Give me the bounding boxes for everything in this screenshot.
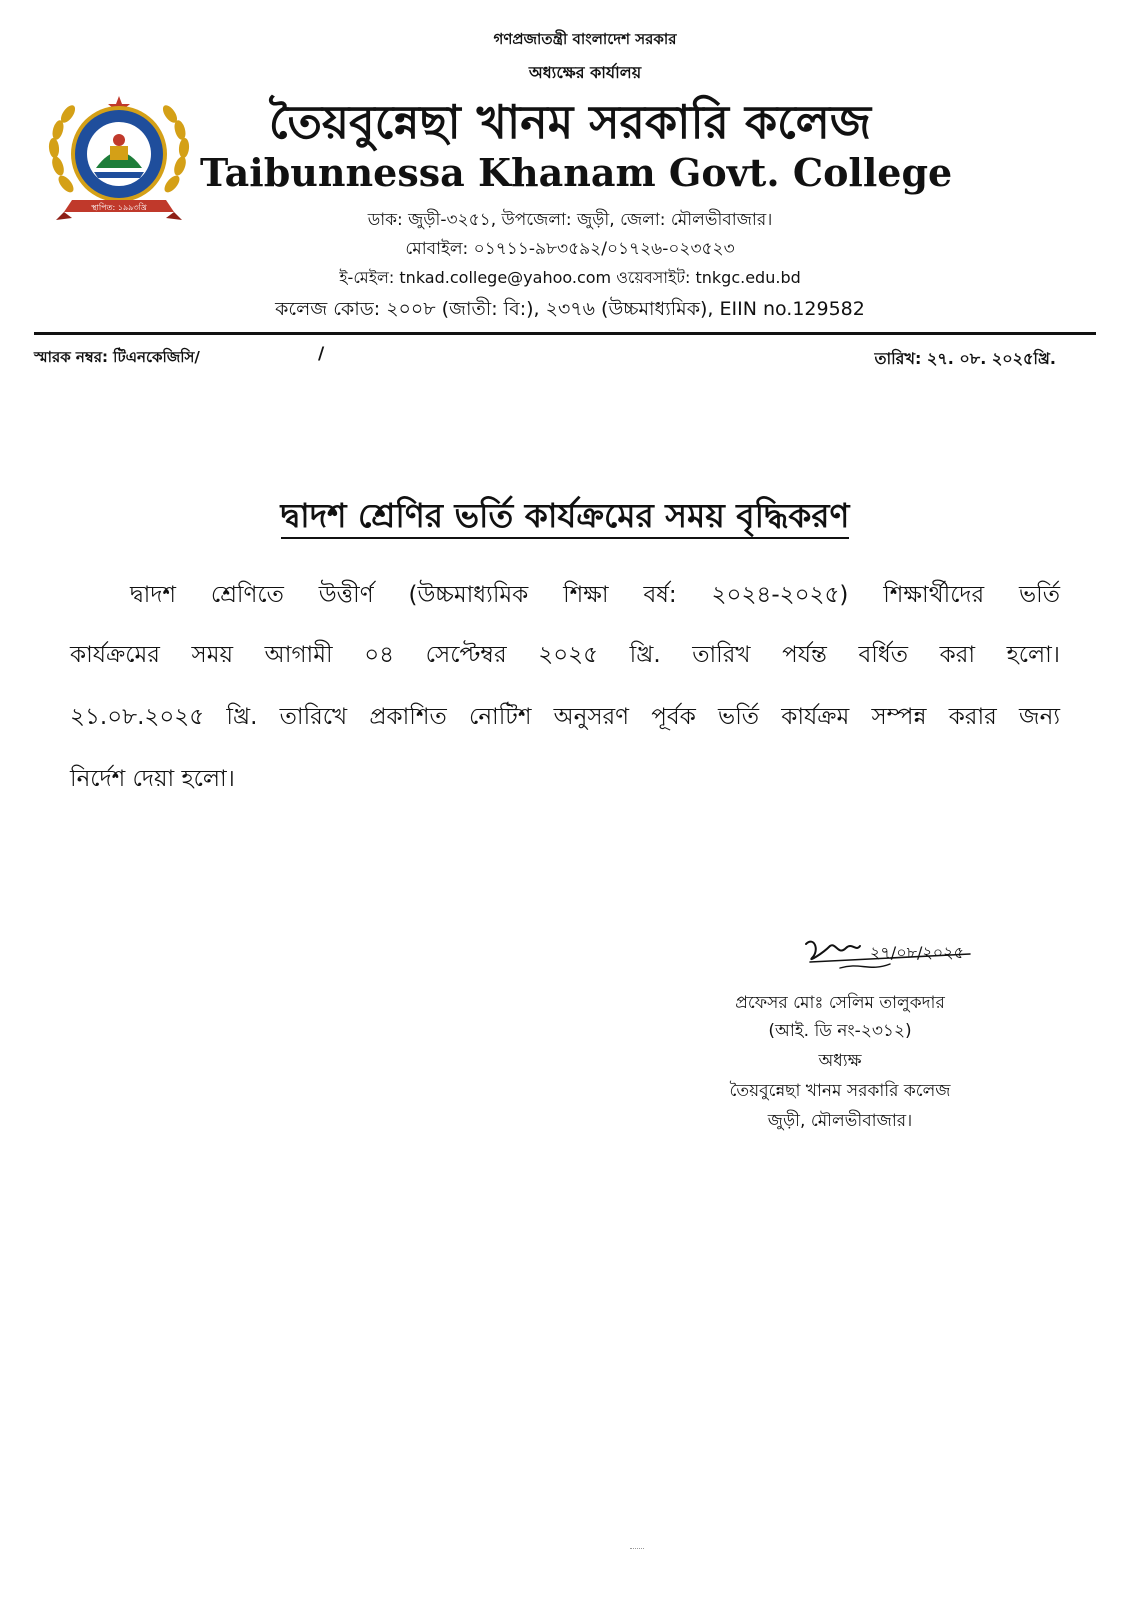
college-logo: [44, 96, 194, 226]
college-name-bangla: তৈয়বুন্নেছা খানম সরকারি কলেজ: [268, 95, 872, 149]
government-line: গণপ্রজাতন্ত্রী বাংলাদেশ সরকার: [493, 30, 677, 48]
notice-title: [0, 490, 1130, 546]
signatory-college: তৈয়বুন্নেছা খানম সরকারি কলেজ: [729, 1081, 951, 1101]
notice-line-3: ২১.০৮.২০২৫ খ্রি. তারিখে প্রকাশিত নোটিশ অনুসরণ পূর্বক ভর্তি কার্যক্রম সম্পন্ন করার জন্য: [70, 704, 1060, 730]
mobile-line: মোবাইল: ০১৭১১-৯৮৩৫৯২/০১৭২৬-০২৩৫২৩: [405, 239, 735, 259]
office-line: অধ্যক্ষের কার্যালয়: [528, 63, 642, 82]
handwritten-date: ২৭/০৮/২০২৫: [870, 943, 964, 962]
header-divider: [34, 332, 1096, 335]
college-code-line: কলেজ কোড: ২০০৮ (জাতী: বি:), ২৩৭৬ (উচ্চমাধ্যমিক), EIIN no.129582: [275, 298, 865, 320]
scan-speck: [630, 1548, 644, 1551]
signatory-place: জুড়ী, মৌলভীবাজার।: [767, 1111, 913, 1131]
address-line: ডাক: জুড়ী-৩২৫১, উপজেলা: জুড়ী, জেলা: মৌলভীবাজার।: [367, 210, 773, 230]
notice-title-text: দ্বাদশ শ্রেণির ভর্তি কার্যক্রমের সময় বৃদ্ধিকরণ: [281, 496, 850, 539]
memo-slash: /: [318, 344, 325, 364]
signatory-designation: অধ্যক্ষ: [818, 1051, 862, 1071]
logo-established-text: স্থাপিত: ১৯৯৩খ্রি: [91, 203, 147, 212]
handwritten-signature: [800, 932, 980, 992]
memo-number: স্মারক নম্বর: টিএনকেজিসি/: [34, 348, 200, 366]
notice-line-4: নির্দেশ দেয়া হলো।: [70, 766, 235, 792]
email-website-line: ই-মেইল: tnkad.college@yahoo.com ওয়েবসাইট: tnkgc.edu.bd: [339, 268, 801, 287]
notice-line-2: কার্যক্রমের সময় আগামী ০৪ সেপ্টেম্বর ২০২৫ খ্রি. তারিখ পর্যন্ত বর্ধিত করা হলো।: [70, 642, 1060, 668]
college-name-english: Taibunnessa Khanam Govt. College: [200, 150, 953, 195]
issue-date: তারিখ: ২৭. ০৮. ২০২৫খ্রি.: [874, 349, 1056, 368]
signatory-id: (আই. ডি নং-২৩১২): [768, 1021, 912, 1041]
notice-line-1: দ্বাদশ শ্রেণিতে উত্তীর্ণ (উচ্চমাধ্যমিক শিক্ষা বর্ষ: ২০২৪-২০২৫) শিক্ষার্থীদের ভর্তি: [130, 582, 1060, 608]
signatory-name: প্রফেসর মোঃ সেলিম তালুকদার: [735, 993, 945, 1013]
